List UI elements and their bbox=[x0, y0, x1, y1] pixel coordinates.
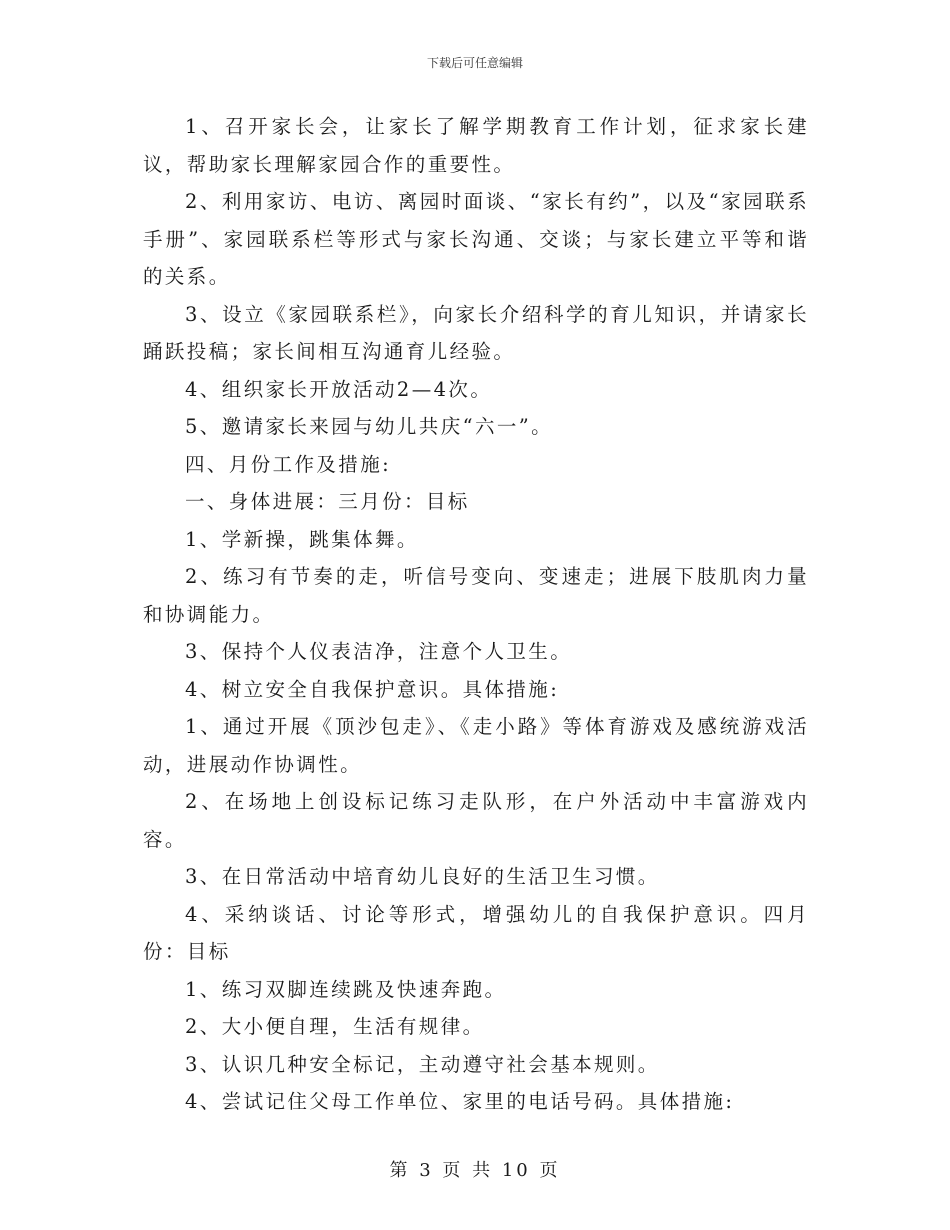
document-body bbox=[143, 108, 809, 1121]
paragraph: 3、设立《家园联系栏》，向家长介绍科学的育儿知识，并请家长踊跃投稿；家长间相互沟通育儿经验。 bbox=[143, 302, 809, 363]
paragraph: 3、保持个人仪表洁净，注意个人卫生。 bbox=[185, 640, 573, 663]
paragraph: 4、组织家长开放活动2—4次。 bbox=[185, 377, 493, 401]
paragraph: 2、大小便自理，生活有规律。 bbox=[185, 1015, 485, 1038]
paragraph: 4、尝试记住父母工作单位、家里的电话号码。具体措施: bbox=[185, 1090, 735, 1113]
paragraph: 2、练习有节奏的走，听信号变向、变速走；进展下肢肌肉力量和协调能力。 bbox=[143, 565, 809, 626]
paragraph: 1、学新操，跳集体舞。 bbox=[185, 527, 419, 551]
paragraph: 3、在日常活动中培育幼儿良好的生活卫生习惯。 bbox=[185, 865, 660, 888]
paragraph: 3、认识几种安全标记，主动遵守社会基本规则。 bbox=[185, 1052, 660, 1076]
paragraph: 5、邀请家长来园与幼儿共庆“六一”。 bbox=[185, 415, 554, 438]
page-header: 下载后可任意编辑 bbox=[426, 56, 523, 70]
section-heading: 四、月份工作及措施: bbox=[185, 452, 392, 476]
paragraph: 4、树立安全自我保护意识。具体措施: bbox=[185, 677, 560, 701]
paragraph: 2、在场地上创设标记练习走队形，在户外活动中丰富游戏内容。 bbox=[143, 790, 809, 851]
subsection-heading: 一、身体进展：三月份：目标 bbox=[185, 490, 470, 513]
paragraph: 1、召开家长会，让家长了解学期教育工作计划，征求家长建议，帮助家长理解家园合作的重要性。 bbox=[143, 115, 809, 176]
paragraph: 4、采纳谈话、讨论等形式，增强幼儿的自我保护意识。四月份：目标 bbox=[143, 902, 809, 963]
paragraph: 1、通过开展《顶沙包走》、《走小路》等体育游戏及感统游戏活动，进展动作协调性。 bbox=[143, 715, 809, 776]
paragraph: 2、利用家访、电访、离园时面谈、“家长有约”，以及“家园联系手册”、家园联系栏等形式与家长沟通、交谈；与家长建立平等和谐的关系。 bbox=[143, 190, 809, 288]
page-number-footer: 第 3 页 共 10 页 bbox=[389, 1160, 561, 1181]
paragraph: 1、练习双脚连续跳及快速奔跑。 bbox=[185, 977, 507, 1001]
